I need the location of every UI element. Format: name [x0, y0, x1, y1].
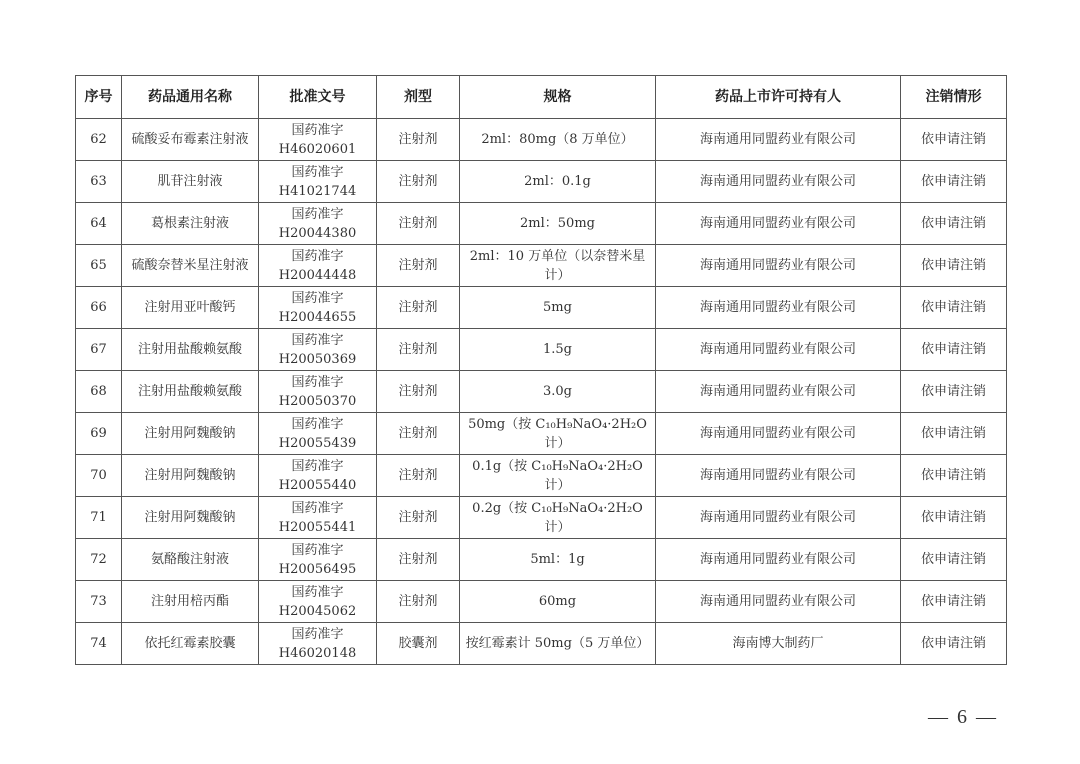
specification-cell [460, 497, 656, 539]
drug-name: 依托红霉素胶囊 [144, 636, 236, 651]
approval-number: 国药准字 [291, 626, 344, 642]
approval-number-cell [259, 329, 377, 371]
license-holder-cell [656, 245, 901, 287]
license-holder: 海南通用同盟药业有限公司 [699, 342, 856, 357]
header-cell: 批准文号 [259, 76, 377, 119]
approval-number-cell [259, 623, 377, 665]
specification: 1.5g [543, 342, 572, 357]
specification: 0.2g（按 C₁₀H₉NaO₄·2H₂O 计） [472, 500, 643, 535]
dosage-form-cell [377, 623, 460, 665]
license-holder-cell [656, 119, 901, 161]
approval-number: 国药准字 [291, 374, 344, 390]
specification: 5mg [543, 300, 572, 315]
approval-number: 国药准字 [291, 458, 344, 474]
row-number-cell [76, 455, 122, 497]
cancellation-status: 依申请注销 [920, 552, 986, 567]
cancellation-status-cell [901, 371, 1007, 413]
license-holder-cell [656, 371, 901, 413]
approval-number: H20055440 [278, 477, 357, 493]
header-cell: 规格 [460, 76, 656, 119]
cancellation-status-cell [901, 287, 1007, 329]
approval-number: H20045062 [278, 603, 357, 619]
dosage-form: 注射剂 [398, 342, 438, 357]
row-number: 71 [90, 510, 107, 525]
row-number-cell [76, 161, 122, 203]
cancellation-status: 依申请注销 [920, 468, 986, 483]
approval-number: 国药准字 [291, 500, 344, 516]
drug-name-cell [122, 455, 259, 497]
row-number-cell [76, 119, 122, 161]
dosage-form: 注射剂 [398, 216, 438, 231]
specification-cell [460, 287, 656, 329]
row-number: 64 [90, 216, 107, 231]
specification: 5ml：1g [530, 552, 585, 567]
approval-number: H46020601 [278, 141, 357, 157]
table-row [76, 539, 1007, 581]
drug-name-cell [122, 623, 259, 665]
dosage-form-cell [377, 455, 460, 497]
license-holder-cell [656, 455, 901, 497]
approval-number: H20055441 [278, 519, 357, 535]
cancellation-status-cell [901, 161, 1007, 203]
dosage-form: 注射剂 [398, 510, 438, 525]
license-holder: 海南博大制药厂 [732, 636, 824, 651]
dosage-form: 注射剂 [398, 426, 438, 441]
row-number: 70 [90, 468, 107, 483]
approval-number: 国药准字 [291, 332, 344, 348]
row-number-cell [76, 413, 122, 455]
row-number: 69 [90, 426, 107, 441]
cancellation-status: 依申请注销 [920, 258, 986, 273]
cancellation-status: 依申请注销 [920, 384, 986, 399]
cancellation-status: 依申请注销 [920, 216, 986, 231]
dosage-form: 注射剂 [398, 258, 438, 273]
license-holder-cell [656, 539, 901, 581]
table-row [76, 581, 1007, 623]
dosage-form: 胶囊剂 [398, 636, 438, 651]
specification-cell [460, 539, 656, 581]
drug-name: 硫酸妥布霉素注射液 [131, 132, 249, 147]
row-number-cell [76, 497, 122, 539]
drug-name: 注射用棓丙酯 [150, 594, 229, 609]
drug-name: 氨酪酸注射液 [150, 552, 229, 567]
approval-number: H20055439 [278, 435, 357, 451]
specification-cell [460, 203, 656, 245]
specification: 2ml：10 万单位（以奈替米星计） [469, 248, 646, 283]
approval-number: 国药准字 [291, 290, 344, 306]
specification-cell [460, 329, 656, 371]
license-holder: 海南通用同盟药业有限公司 [699, 300, 856, 315]
row-number: 72 [90, 552, 107, 567]
drug-name: 注射用盐酸赖氨酸 [137, 342, 242, 357]
dosage-form-cell [377, 161, 460, 203]
cancellation-status: 依申请注销 [920, 342, 986, 357]
approval-number-cell [259, 371, 377, 413]
row-number-cell [76, 287, 122, 329]
table-row [76, 497, 1007, 539]
cancellation-status-cell [901, 539, 1007, 581]
approval-number-cell [259, 455, 377, 497]
table-row [76, 623, 1007, 665]
cancellation-status-cell [901, 245, 1007, 287]
specification: 0.1g（按 C₁₀H₉NaO₄·2H₂O 计） [472, 458, 643, 493]
approval-number-cell [259, 119, 377, 161]
license-holder: 海南通用同盟药业有限公司 [699, 594, 856, 609]
table-row [76, 245, 1007, 287]
approval-number: H20044380 [278, 225, 357, 241]
cancellation-status: 依申请注销 [920, 636, 986, 651]
license-holder-cell [656, 413, 901, 455]
approval-number: H20050369 [278, 351, 357, 367]
drug-name: 注射用阿魏酸钠 [144, 468, 236, 483]
row-number: 74 [90, 636, 107, 651]
approval-number-cell [259, 287, 377, 329]
specification-cell [460, 455, 656, 497]
approval-number-cell [259, 581, 377, 623]
row-number: 62 [90, 132, 107, 147]
drug-name: 注射用阿魏酸钠 [144, 426, 236, 441]
drug-name-cell [122, 119, 259, 161]
cancellation-status: 依申请注销 [920, 174, 986, 189]
table-row [76, 161, 1007, 203]
drug-name-cell [122, 581, 259, 623]
specification-cell [460, 161, 656, 203]
row-number-cell [76, 329, 122, 371]
drug-name-cell [122, 203, 259, 245]
table-row [76, 455, 1007, 497]
license-holder-cell [656, 497, 901, 539]
specification: 3.0g [543, 384, 572, 399]
header-cell: 药品上市许可持有人 [656, 76, 901, 119]
specification: 2ml：80mg（8 万单位） [481, 132, 634, 147]
dosage-form: 注射剂 [398, 552, 438, 567]
approval-number: 国药准字 [291, 584, 344, 600]
approval-number-cell [259, 203, 377, 245]
drug-name-cell [122, 497, 259, 539]
approval-number-cell [259, 413, 377, 455]
cancellation-status: 依申请注销 [920, 510, 986, 525]
approval-number: 国药准字 [291, 542, 344, 558]
dosage-form-cell [377, 413, 460, 455]
specification: 2ml：50mg [520, 216, 595, 231]
header-cell: 药品通用名称 [122, 76, 259, 119]
dosage-form-cell [377, 329, 460, 371]
table-header-row [76, 76, 1007, 119]
dosage-form-cell [377, 539, 460, 581]
approval-number: H20044448 [278, 267, 357, 283]
dosage-form: 注射剂 [398, 300, 438, 315]
approval-number: H20056495 [278, 561, 357, 577]
table-row [76, 371, 1007, 413]
drug-name: 注射用阿魏酸钠 [144, 510, 236, 525]
specification: 60mg [538, 594, 577, 609]
cancellation-status: 依申请注销 [920, 300, 986, 315]
row-number: 73 [90, 594, 107, 609]
row-number: 67 [90, 342, 107, 357]
license-holder-cell [656, 161, 901, 203]
license-holder: 海南通用同盟药业有限公司 [699, 552, 856, 567]
approval-number-cell [259, 497, 377, 539]
dosage-form-cell [377, 119, 460, 161]
row-number-cell [76, 245, 122, 287]
drug-name-cell [122, 329, 259, 371]
approval-number: 国药准字 [291, 164, 344, 180]
row-number: 65 [90, 258, 107, 273]
table-row [76, 329, 1007, 371]
approval-number-cell [259, 245, 377, 287]
specification-cell [460, 623, 656, 665]
cancellation-status-cell [901, 119, 1007, 161]
row-number-cell [76, 539, 122, 581]
cancellation-status-cell [901, 413, 1007, 455]
drug-name-cell [122, 245, 259, 287]
cancellation-status-cell [901, 203, 1007, 245]
dosage-form: 注射剂 [398, 174, 438, 189]
approval-number: 国药准字 [291, 122, 344, 138]
drug-name-cell [122, 539, 259, 581]
approval-number: 国药准字 [291, 206, 344, 222]
row-number: 68 [90, 384, 107, 399]
specification-cell [460, 581, 656, 623]
dosage-form-cell [377, 245, 460, 287]
cancellation-status-cell [901, 581, 1007, 623]
license-holder-cell [656, 623, 901, 665]
drug-name-cell [122, 371, 259, 413]
license-holder: 海南通用同盟药业有限公司 [699, 132, 856, 147]
table-row [76, 119, 1007, 161]
table-row [76, 203, 1007, 245]
specification: 按红霉素计 50mg（5 万单位） [465, 636, 650, 651]
drug-name-cell [122, 287, 259, 329]
license-holder-cell [656, 581, 901, 623]
specification: 50mg（按 C₁₀H₉NaO₄·2H₂O 计） [468, 416, 647, 451]
cancellation-status: 依申请注销 [920, 132, 986, 147]
license-holder: 海南通用同盟药业有限公司 [699, 216, 856, 231]
dosage-form: 注射剂 [398, 384, 438, 399]
license-holder: 海南通用同盟药业有限公司 [699, 468, 856, 483]
dosage-form: 注射剂 [398, 594, 438, 609]
row-number: 63 [90, 174, 107, 189]
row-number-cell [76, 623, 122, 665]
drug-name: 葛根素注射液 [150, 216, 229, 231]
license-holder: 海南通用同盟药业有限公司 [699, 510, 856, 525]
dosage-form-cell [377, 497, 460, 539]
drug-cancellation-table [75, 75, 1007, 665]
approval-number: H41021744 [278, 183, 357, 199]
dosage-form-cell [377, 287, 460, 329]
approval-number: 国药准字 [291, 248, 344, 264]
dosage-form-cell [377, 371, 460, 413]
specification-cell [460, 413, 656, 455]
approval-number: H20044655 [278, 309, 357, 325]
cancellation-status-cell [901, 623, 1007, 665]
license-holder-cell [656, 287, 901, 329]
dosage-form-cell [377, 203, 460, 245]
cancellation-status-cell [901, 329, 1007, 371]
specification-cell [460, 119, 656, 161]
approval-number-cell [259, 161, 377, 203]
row-number-cell [76, 203, 122, 245]
drug-name-cell [122, 413, 259, 455]
approval-number: H20050370 [278, 393, 357, 409]
specification-cell [460, 245, 656, 287]
dosage-form: 注射剂 [398, 468, 438, 483]
license-holder: 海南通用同盟药业有限公司 [699, 258, 856, 273]
header-cell: 注销情形 [901, 76, 1007, 119]
cancellation-status-cell [901, 455, 1007, 497]
license-holder-cell [656, 203, 901, 245]
specification: 2ml：0.1g [524, 174, 591, 189]
approval-number: 国药准字 [291, 416, 344, 432]
table-row [76, 413, 1007, 455]
drug-name: 注射用盐酸赖氨酸 [137, 384, 242, 399]
drug-name: 硫酸奈替米星注射液 [131, 258, 249, 273]
approval-number-cell [259, 539, 377, 581]
page-number: — 6 — [928, 706, 998, 728]
header-cell: 序号 [76, 76, 122, 119]
license-holder: 海南通用同盟药业有限公司 [699, 426, 856, 441]
drug-name-cell [122, 161, 259, 203]
drug-name: 注射用亚叶酸钙 [144, 300, 236, 315]
header-cell: 剂型 [377, 76, 460, 119]
row-number-cell [76, 581, 122, 623]
row-number: 66 [90, 300, 107, 315]
row-number-cell [76, 371, 122, 413]
table-row [76, 287, 1007, 329]
drug-name: 肌苷注射液 [157, 174, 223, 189]
license-holder-cell [656, 329, 901, 371]
dosage-form-cell [377, 581, 460, 623]
approval-number: H46020148 [278, 645, 357, 661]
cancellation-status-cell [901, 497, 1007, 539]
cancellation-status: 依申请注销 [920, 594, 986, 609]
cancellation-status: 依申请注销 [920, 426, 986, 441]
license-holder: 海南通用同盟药业有限公司 [699, 174, 856, 189]
dosage-form: 注射剂 [398, 132, 438, 147]
specification-cell [460, 371, 656, 413]
license-holder: 海南通用同盟药业有限公司 [699, 384, 856, 399]
